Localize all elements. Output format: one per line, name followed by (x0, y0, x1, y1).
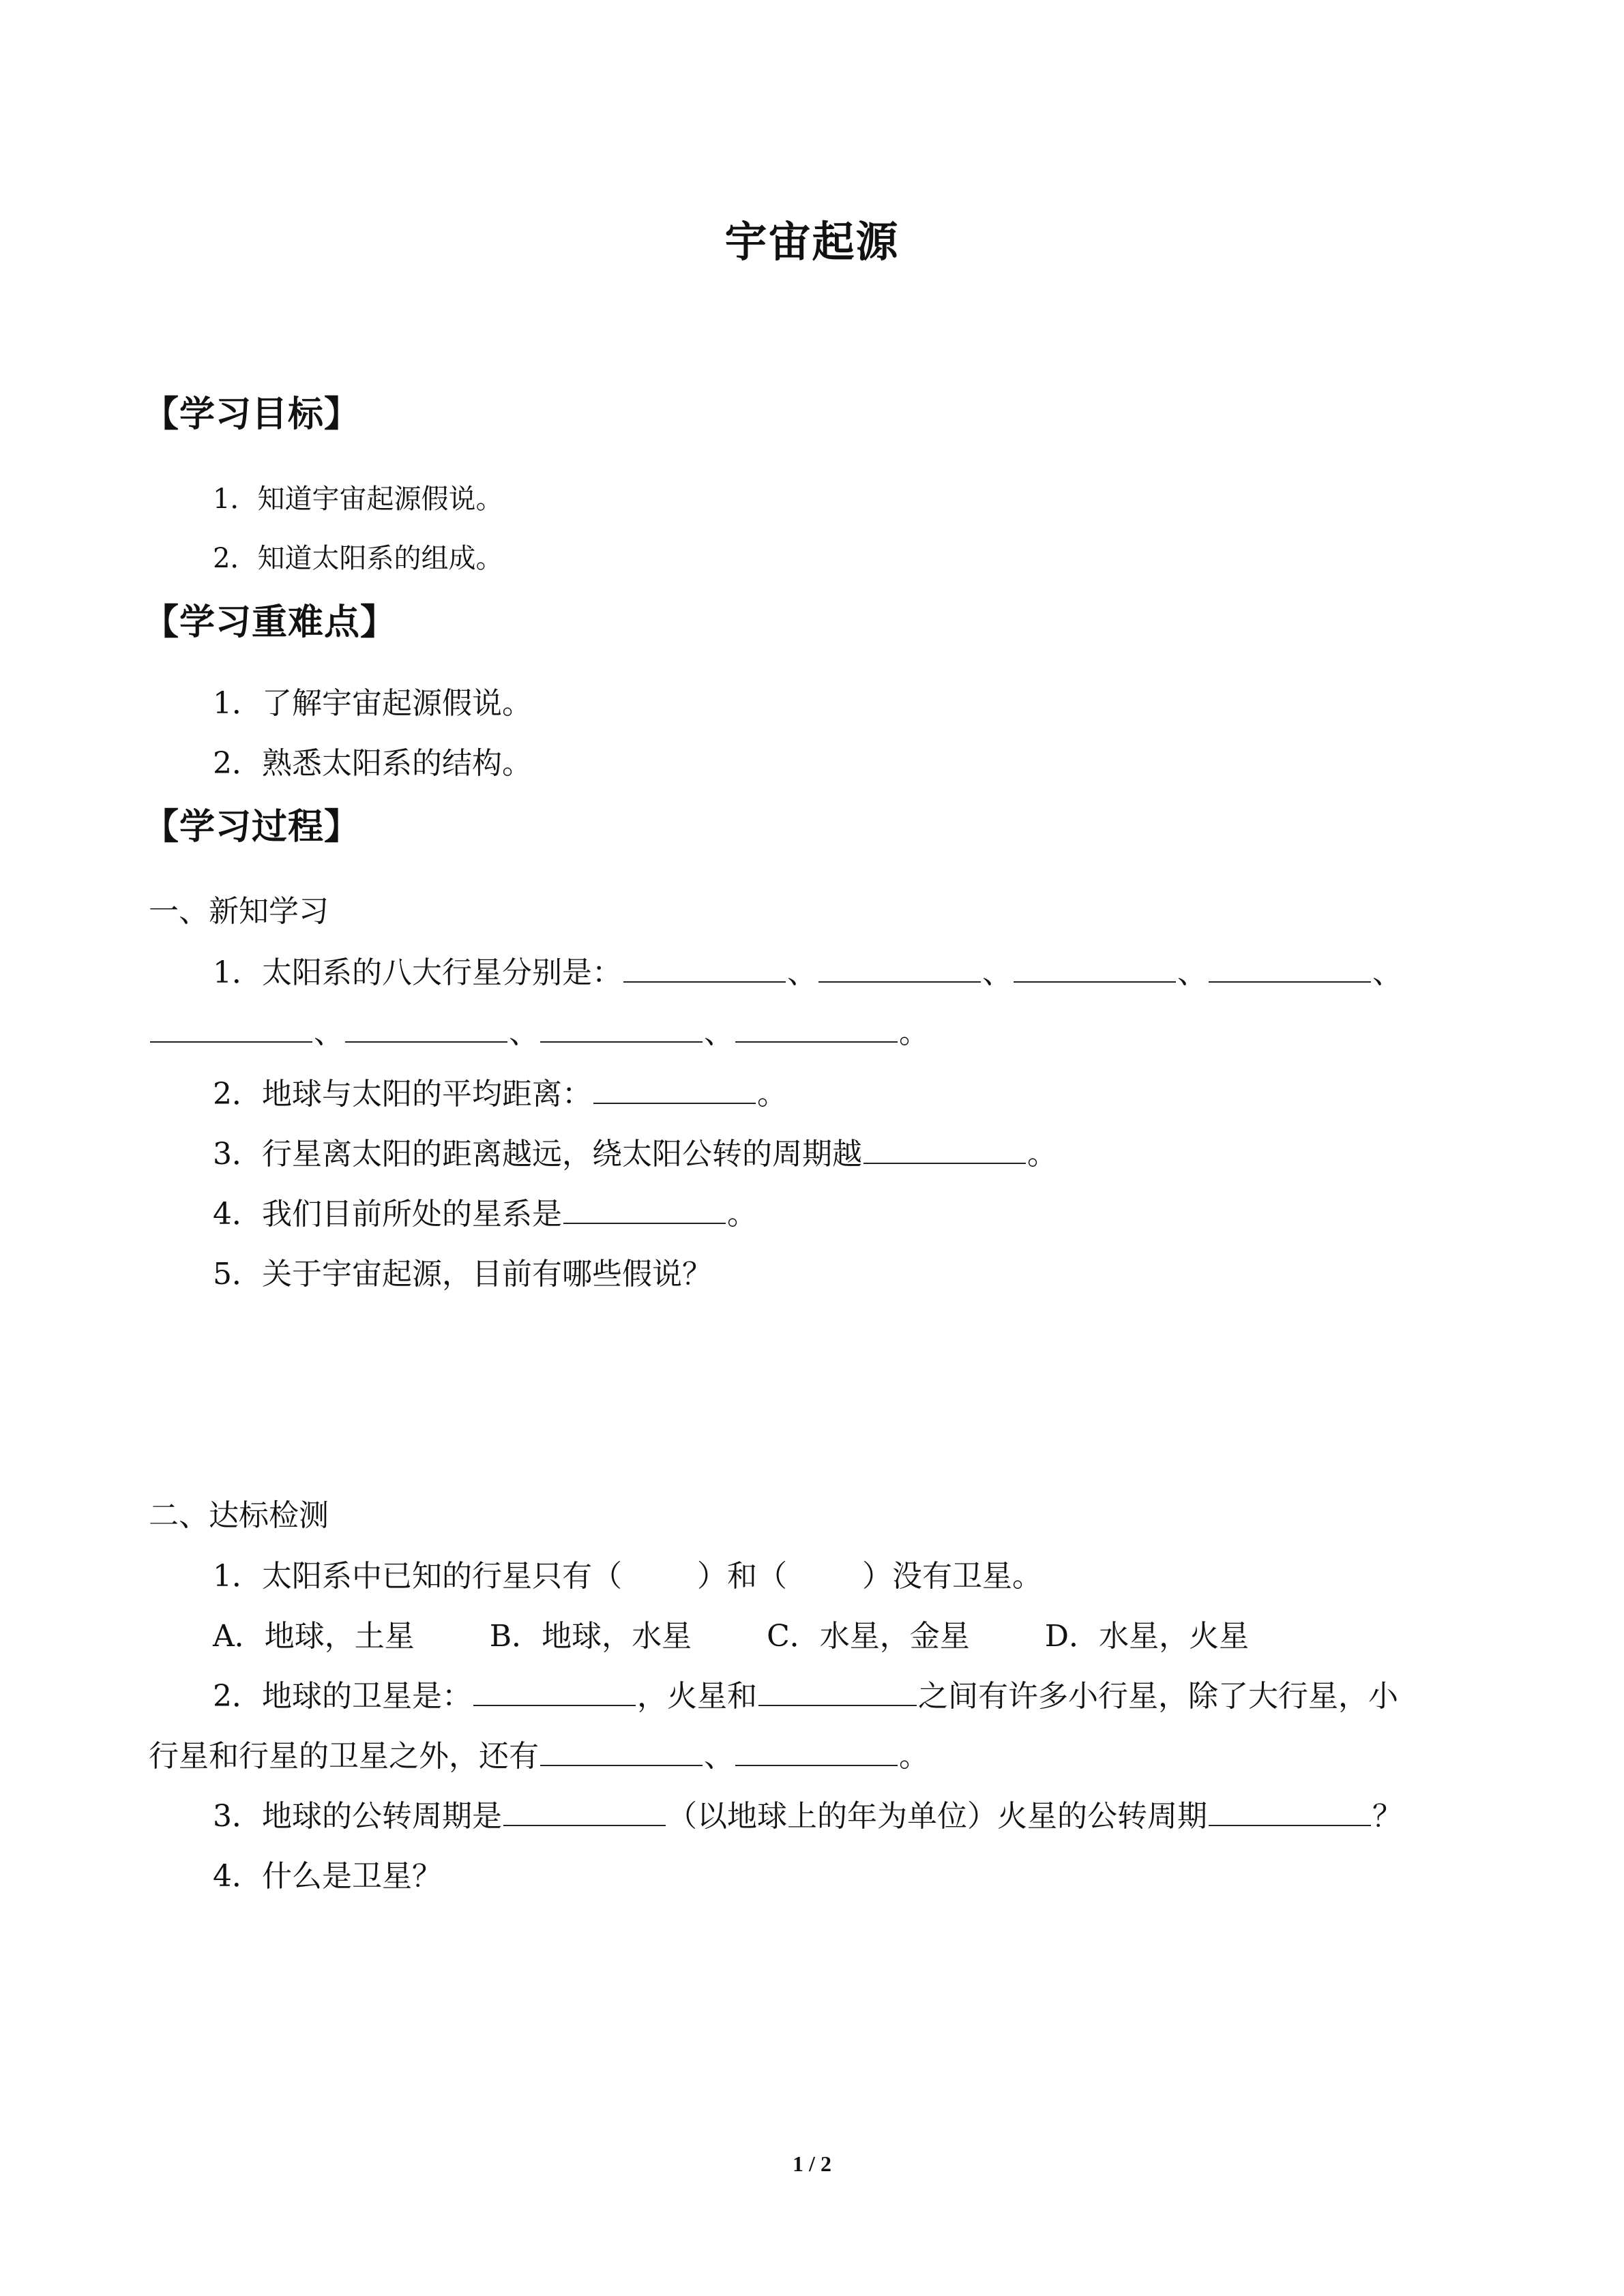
assessment-q3-text-a: 3．地球的公转周期是 (213, 1799, 502, 1834)
option-a[interactable]: A．地球，土星 (213, 1619, 415, 1654)
separator: 、 (509, 1015, 539, 1050)
separator: 、 (314, 1015, 344, 1050)
page-number: 1 / 2 (793, 2151, 831, 2176)
period: 。 (1027, 1137, 1057, 1172)
question-distance-text: 2．地球与太阳的平均距离： (213, 1077, 592, 1112)
assessment-q3-text-c: ？ (1372, 1799, 1402, 1834)
answer-blank[interactable] (473, 1678, 636, 1706)
assessment-q1-options (213, 1611, 1249, 1655)
question-hypotheses: 5．关于宇宙起源，目前有哪些假说？ (213, 1257, 712, 1292)
answer-blank[interactable] (593, 1075, 756, 1104)
section-new-knowledge-title: 一、新知学习 (149, 894, 329, 929)
period: 。 (899, 1015, 929, 1050)
answer-blank[interactable] (540, 1014, 703, 1043)
answer-blank[interactable] (503, 1798, 666, 1826)
assessment-question-4: 4．什么是卫星？ (213, 1859, 442, 1894)
answer-blank[interactable] (540, 1738, 703, 1766)
assessment-q2-text-a: 2．地球的卫星是： (213, 1679, 472, 1714)
separator: 、 (704, 1739, 734, 1774)
answer-blank[interactable] (1014, 954, 1176, 983)
answer-blank[interactable] (818, 954, 981, 983)
heading-key-points: 【学习重难点】 (143, 602, 397, 643)
answer-blank[interactable] (863, 1135, 1026, 1164)
period: 。 (757, 1077, 787, 1112)
separator: 、 (704, 1015, 734, 1050)
question-planets (213, 948, 1402, 992)
option-d[interactable]: D．水星，火星 (1044, 1619, 1250, 1654)
period: 。 (727, 1197, 757, 1232)
question-distance (213, 1069, 787, 1113)
assessment-q1-text-b: ）和（ (697, 1559, 787, 1594)
assessment-question-2 (213, 1671, 1398, 1715)
option-c[interactable]: C．水星，金星 (767, 1619, 970, 1654)
question-galaxy (213, 1189, 757, 1233)
separator: 、 (1177, 955, 1207, 990)
answer-blank[interactable] (563, 1195, 726, 1224)
answer-blank[interactable] (735, 1014, 898, 1043)
answer-blank[interactable] (735, 1738, 898, 1766)
question-orbit-period (213, 1129, 1057, 1173)
assessment-question-3 (213, 1791, 1402, 1835)
assessment-q2-text-b: ，火星和 (637, 1679, 757, 1714)
heading-goals: 【学习目标】 (143, 394, 361, 435)
option-b[interactable]: B．地球，水星 (489, 1619, 692, 1654)
answer-blank[interactable] (150, 1014, 312, 1043)
question-planets-text: 1．太阳系的八大行星分别是： (213, 955, 622, 990)
separator: 、 (787, 955, 817, 990)
assessment-question-2-continued (149, 1731, 929, 1775)
answer-blank[interactable] (758, 1678, 917, 1706)
question-orbit-period-text: 3．行星离太阳的距离越远，绕太阳公转的周期越 (213, 1137, 862, 1172)
answer-blank[interactable] (345, 1014, 507, 1043)
page-title: 宇宙起源 (724, 217, 900, 267)
separator: 、 (982, 955, 1012, 990)
assessment-q2-text-d: 行星和行星的卫星之外，还有 (149, 1739, 539, 1774)
answer-blank[interactable] (1209, 954, 1371, 983)
section-assessment-title: 二、达标检测 (149, 1498, 329, 1533)
question-galaxy-text: 4．我们目前所处的星系是 (213, 1197, 562, 1232)
goal-item-1: 1．知道宇宙起源假说。 (213, 483, 503, 515)
goal-item-2: 2．知道太阳系的组成。 (213, 543, 503, 574)
assessment-q1-text-c: ）没有卫星。 (862, 1559, 1042, 1594)
key-point-item-1: 1．了解宇宙起源假说。 (213, 686, 532, 721)
key-point-item-2: 2．熟悉太阳系的结构。 (213, 746, 532, 781)
question-planets-continued (149, 1008, 929, 1052)
assessment-q2-text-c: 之间有许多小行星，除了大行星，小 (918, 1679, 1398, 1714)
heading-process: 【学习过程】 (143, 807, 361, 848)
separator: 、 (1372, 955, 1402, 990)
assessment-question-1 (213, 1551, 1042, 1595)
period: 。 (899, 1739, 929, 1774)
answer-blank[interactable] (1209, 1798, 1371, 1826)
assessment-q1-text-a: 1．太阳系中已知的行星只有（ (213, 1559, 622, 1594)
assessment-q3-text-b: （以地球上的年为单位）火星的公转周期 (667, 1799, 1207, 1834)
answer-blank[interactable] (623, 954, 786, 983)
